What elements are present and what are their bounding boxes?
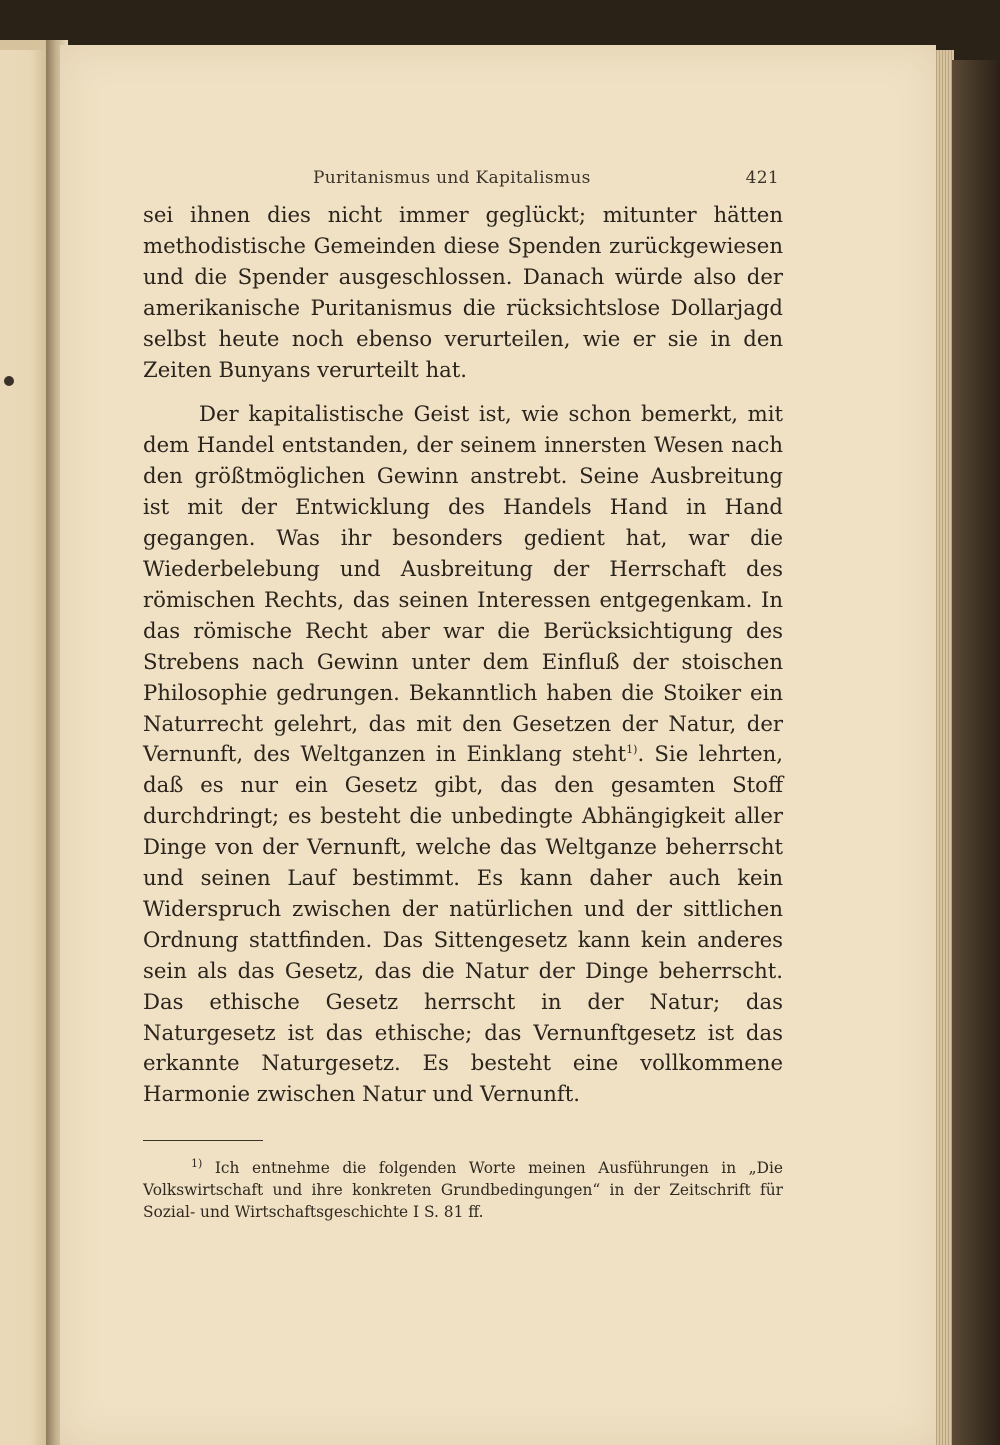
footnote-text: Ich entnehme die folgenden Worte meinen Ausführungen in „Die Volkswirtschaft und ihre konkreten Grundbedingungen“ in der Zeitschrift für Sozial- und Wirtschaftsgeschichte I S. 81 ff. <box>143 1159 783 1222</box>
paragraph-2-text: Der kapitalistische Geist ist, wie schon bemerkt, mit dem Handel entstanden, der seinem innersten Wesen nach den größtmöglichen Gewinn anstrebt. Seine Ausbreitung ist mit der Entwicklung des Handels Hand in Hand gegangen. Was ihr besonders gedient hat, war die Wiederbelebung und Ausbreitung der Herrschaft des römischen Rechts, das seinen Interessen entgegenkam. In das römische Recht aber war die Berücksichtigung des Strebens nach Gewinn unter dem Einfluß der stoischen Philosophie gedrungen. Bekanntlich haben die Stoiker ein Naturrecht gelehrt, das mit den Gesetzen der Natur, der Vernunft, des Weltganzen in Einklang steht <box>143 401 783 767</box>
margin-dot-mark <box>4 376 14 386</box>
body-paragraph-1: sei ihnen dies nicht immer geglückt; mitunter hätten methodistische Gemeinden diese Spenden zurückgewiesen und die Spender ausgeschlossen. Danach würde also der amerikanische Puritanismus die rücksichtslose Dollarjagd selbst heute noch ebenso verurteilen, wie er sie in den Zeiten Bunyans verurteilt hat. <box>143 202 783 382</box>
running-title: Puritanismus und Kapitalismus <box>313 168 591 188</box>
background-shadow <box>952 60 1000 1445</box>
footnote-reference: 1) <box>626 743 638 757</box>
previous-page-top-edge <box>0 40 44 50</box>
footnote-mark: 1) <box>191 1157 203 1171</box>
paragraph-2-continuation: . Sie lehrten, daß es nur ein Gesetz gibt, das den gesamten Stoff durchdringt; es besteht die unbedingte Abhängigkeit aller Dinge von der Vernunft, welche das Weltganze beherrscht und seinen Lauf bestimmt. Es kann daher auch kein Widerspruch zwischen der natürlichen und der sittlichen Ordnung stattfinden. Das Sittengesetz kann kein anderes sein als das Gesetz, das die Natur der Dinge beherrscht. Das ethische Gesetz herrscht in der Natur; das Naturgesetz ist das ethische; das Vernunftgesetz ist das erkannte Naturgesetz. Es besteht eine vollkommene Harmonie zwischen Natur und Vernunft. <box>143 741 783 1107</box>
running-head <box>143 160 783 200</box>
page-stack-edge <box>934 50 954 1445</box>
page-number: 421 <box>745 168 779 188</box>
page-content <box>143 160 783 1223</box>
previous-page-edge <box>0 40 50 1445</box>
body-paragraph-2 <box>143 399 783 1110</box>
footnote-divider <box>143 1140 263 1141</box>
footnote <box>143 1157 783 1223</box>
